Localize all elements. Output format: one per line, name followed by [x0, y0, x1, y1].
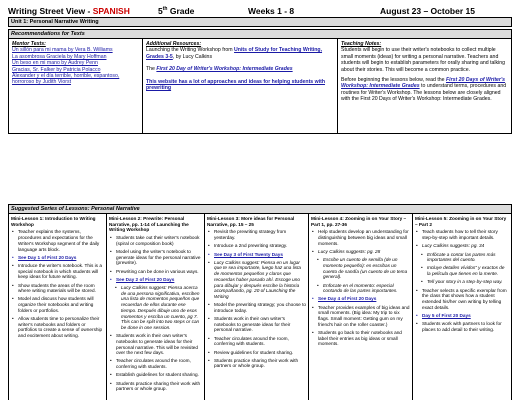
list-item: • Lucy Calkins suggests: pg. 28	[311, 249, 410, 255]
resource-launching-author: , by Lucy Calkins	[172, 53, 213, 60]
notes-p2-post: to understand terms, procedures and routines for Writer's Workshop. The lessons below are closely aligned with the First 20 Days of Writer's Workshop: Intermediate Grades.	[341, 83, 507, 103]
list-item: • Teacher provides examples of big ideas and small moments. (Big idea: My trip to six flags. Small moment: Getting gum on my friend's hair on the roller coaster.)	[311, 305, 410, 328]
title-spanish: SPANISH	[92, 6, 130, 16]
list-item: • Teach students how to tell their story step-by-step with important details.	[415, 229, 509, 240]
lessons-title: Suggested Series of Lessons: Personal Narrative	[8, 204, 512, 214]
list-item: • Revisit the prewriting strategy from yesterday.	[207, 229, 306, 240]
day-link[interactable]: • See Day 3 of First Twenty Days	[207, 252, 306, 258]
list-item: • Students work in their own writer's notebooks to generate ideas for their personal narrative.	[207, 316, 306, 333]
lesson-list	[11, 229, 104, 338]
date-range: August 23 – October 15	[380, 6, 475, 16]
mentor-texts-cell	[9, 39, 143, 133]
day-link[interactable]: • See Day 1 of First 20 Days	[11, 255, 104, 261]
list-item: • Teacher selects a specific exemplar from the class that shows how a student extended his/her own writing by telling exact details.	[415, 288, 509, 311]
mini-lesson-heading: Mini-Lesson 5: Zooming in on Your Story – Part 2	[415, 216, 507, 227]
list-item: • Prewriting can be done in various ways.	[109, 269, 202, 275]
teaching-notes-p1: Students will begin to use their writer's notebooks to collect multiple small moments (ideas) for writing a personal narrative. Teachers and students will begin to establish parameters for orally sharing and talking about their stories. This will become a common practice.	[341, 47, 506, 73]
list-item: • Show students the areas of the room where writing materials will be stored.	[11, 283, 104, 294]
lessons-table	[8, 214, 512, 400]
list-item: • Lucy Calkins suggest: Piensa en un lugar que te sea importante, luego haz una lista de momentos pequeños y claros que recuerdas haber pasado ahí. Escoge uno para dibujar y después escribe la historia acompañando, pg. 20 of Launching the Writing	[207, 260, 306, 300]
mini-lesson-4	[309, 214, 413, 400]
list-item: • Introduce a 2nd prewriting strategy.	[207, 243, 306, 249]
notes-p2-pre: Before beginning the lessons below, read the	[341, 77, 446, 84]
units-of-study-link[interactable]: Units of Study for Teaching Writing, Grades 3-5	[146, 47, 323, 60]
list-item: • Tell your story in a step-by-step way.	[415, 279, 509, 285]
additional-resources-cell	[143, 39, 338, 133]
list-item: • Teacher explains the systems, procedures and expectations for the Writer's Workshop segment of the daily language arts block.	[11, 229, 104, 252]
list-item: • Students work in their own writer's notebooks to generate ideas for their personal narrative. This will be revisited over the next few days.	[109, 333, 202, 356]
first-20-days-link[interactable]: First 20 Day of Writer's Workshop: Intermediate Grades	[156, 66, 293, 73]
teaching-notes-cell	[338, 39, 511, 133]
title-prefix: Writing Street View -	[8, 6, 93, 16]
mentor-text-link[interactable]: Un sillón para mi mama by Vera B. Williams	[12, 47, 113, 54]
mentor-texts-label: Mentor Texts:	[12, 41, 46, 47]
day-link[interactable]: • See Day 4 of First 20 Days	[311, 296, 410, 302]
resource-first-20-pre: The	[146, 66, 157, 73]
list-item: • Model using the writer's notebook to generate ideas for the personal narrative (prewrite).	[109, 249, 202, 266]
list-item: • Enfócate a contar las partes más importantes del cuento.	[415, 252, 509, 263]
day-link[interactable]: • Day 5 of First 20 Days	[415, 313, 509, 319]
list-item: • Students practice sharing their work with partners or whole group.	[207, 358, 306, 369]
list-item: • Lucy Calkins suggest: Piensa acerca de una persona significativa, escriben una lista de momentos pequeños que recuerdan de ellos durante ese tiempo. Después dibuje uno de esos momentos y escriba un cuento, pg 7. This can be split into two steps or can be done in one session.	[109, 285, 202, 331]
mini-lesson-5	[413, 214, 511, 400]
document-header	[8, 6, 512, 18]
list-item: • Lucy Calkins suggests: pg. 34	[415, 243, 509, 249]
recommendations-title: Recommendations for Texts	[8, 29, 512, 39]
list-item: • Establish guidelines for student sharing.	[109, 372, 202, 378]
lesson-list	[109, 235, 202, 392]
first-20-days-intermediate-link[interactable]: First 20 Days of Writer's Workshop: Intermediate Grades	[341, 77, 506, 90]
list-item: • Enfocate en el momento: especial contando de las partes importantes.	[311, 283, 410, 294]
list-item: • Model the prewriting strategy; you choose to introduce today.	[207, 302, 306, 313]
teaching-notes-p2	[341, 77, 508, 103]
grade-word: Grade	[167, 6, 195, 16]
list-item: • Review guidelines for student sharing.	[207, 350, 306, 356]
list-item: • Students work with partners to look for places to add detail to their writing.	[415, 321, 509, 332]
list-item: • Model and discuss how students will organize their notebooks and writing folders or portfolios.	[11, 296, 104, 313]
mini-lesson-2	[107, 214, 205, 400]
mentor-text-link[interactable]: La asombrosa Graciela by Mary Hoffman	[12, 53, 107, 60]
grade-number: 5	[158, 6, 163, 16]
mentor-text-link[interactable]: Gracias, Sr. Falker by Patricia Polacco	[12, 66, 101, 73]
grade-suffix: th	[162, 6, 168, 13]
prewriting-website-link[interactable]: This website has a lot of approaches and ideas for helping students with prewriting	[146, 78, 325, 92]
recommendations-table	[8, 39, 512, 134]
list-item: • Introduce the writer's notebook. This is a special notebook in which students will keep ideas for future writing.	[11, 263, 104, 280]
list-item: • Students practice sharing their work with partners or whole group.	[109, 381, 202, 392]
mentor-text-link[interactable]: Un beso en mi mano by Audrey Penn	[12, 60, 98, 67]
unit-label: Unit 1: Personal Narrative Writing	[8, 18, 512, 27]
list-item: • Students take out their writer's notebook (spiral or composition book)	[109, 235, 202, 246]
document-title	[8, 6, 158, 16]
mini-lesson-heading: Mini-Lesson 3: More ideas for Personal Narrative, pp. 15 – 25	[207, 216, 295, 227]
resource-launching-text: Launching the Writing Workshop from	[146, 47, 235, 54]
mini-lesson-1	[9, 214, 107, 400]
list-item: • Allow students time to personalize their writer's notebooks and folders or portfolios to create a sense of ownership and excitement about writing.	[11, 316, 104, 339]
list-item: • Escribe un cuento de semilla (de un momento pequeño): es escribas un cuento de sandía (un cuento de un tema general).	[311, 257, 410, 280]
day-link[interactable]: • See Day 2 of First 20 Days	[109, 277, 202, 283]
weeks-label: Weeks 1 - 8	[248, 6, 295, 16]
document-page	[8, 6, 512, 400]
lesson-list	[415, 229, 509, 332]
mini-lesson-3	[205, 214, 309, 400]
grade-label	[158, 6, 248, 16]
list-item: • Help students develop an understanding for distinguishing between big ideas and small moments.	[311, 229, 410, 246]
mentor-text-link[interactable]: Alexander y el día terrible, horrible, espantoso, horroroso by Judith Viorst	[12, 73, 120, 86]
mini-lesson-heading: Mini-Lesson 1: Introduction to Writing Workshop	[11, 216, 96, 227]
additional-resources-label: Additional Resources:	[146, 41, 202, 47]
resource-launching	[146, 47, 334, 60]
mini-lesson-heading: Mini-Lesson 2: Prewrite: Personal Narrative, pp. 1-14 of Launching the Writing Workshop	[109, 216, 189, 233]
list-item: • Students go back to their notebooks and label their entries as big ideas or small moments.	[311, 330, 410, 347]
teaching-notes-label: Teaching Notes:	[341, 41, 382, 47]
list-item: • Teacher circulates around the room, conferring with students.	[207, 336, 306, 347]
list-item: • Incluye detalles vívidos" y exactos de la película que tienes en la mente.	[415, 265, 509, 276]
lesson-list	[311, 229, 410, 347]
list-item: • Teacher circulates around the room, conferring with students.	[109, 358, 202, 369]
lesson-list	[207, 229, 306, 369]
resource-first-20	[146, 66, 334, 72]
mini-lesson-heading: Mini-Lesson 4: Zooming in on Your Story – Part 1, pp. 27-36	[311, 216, 407, 227]
